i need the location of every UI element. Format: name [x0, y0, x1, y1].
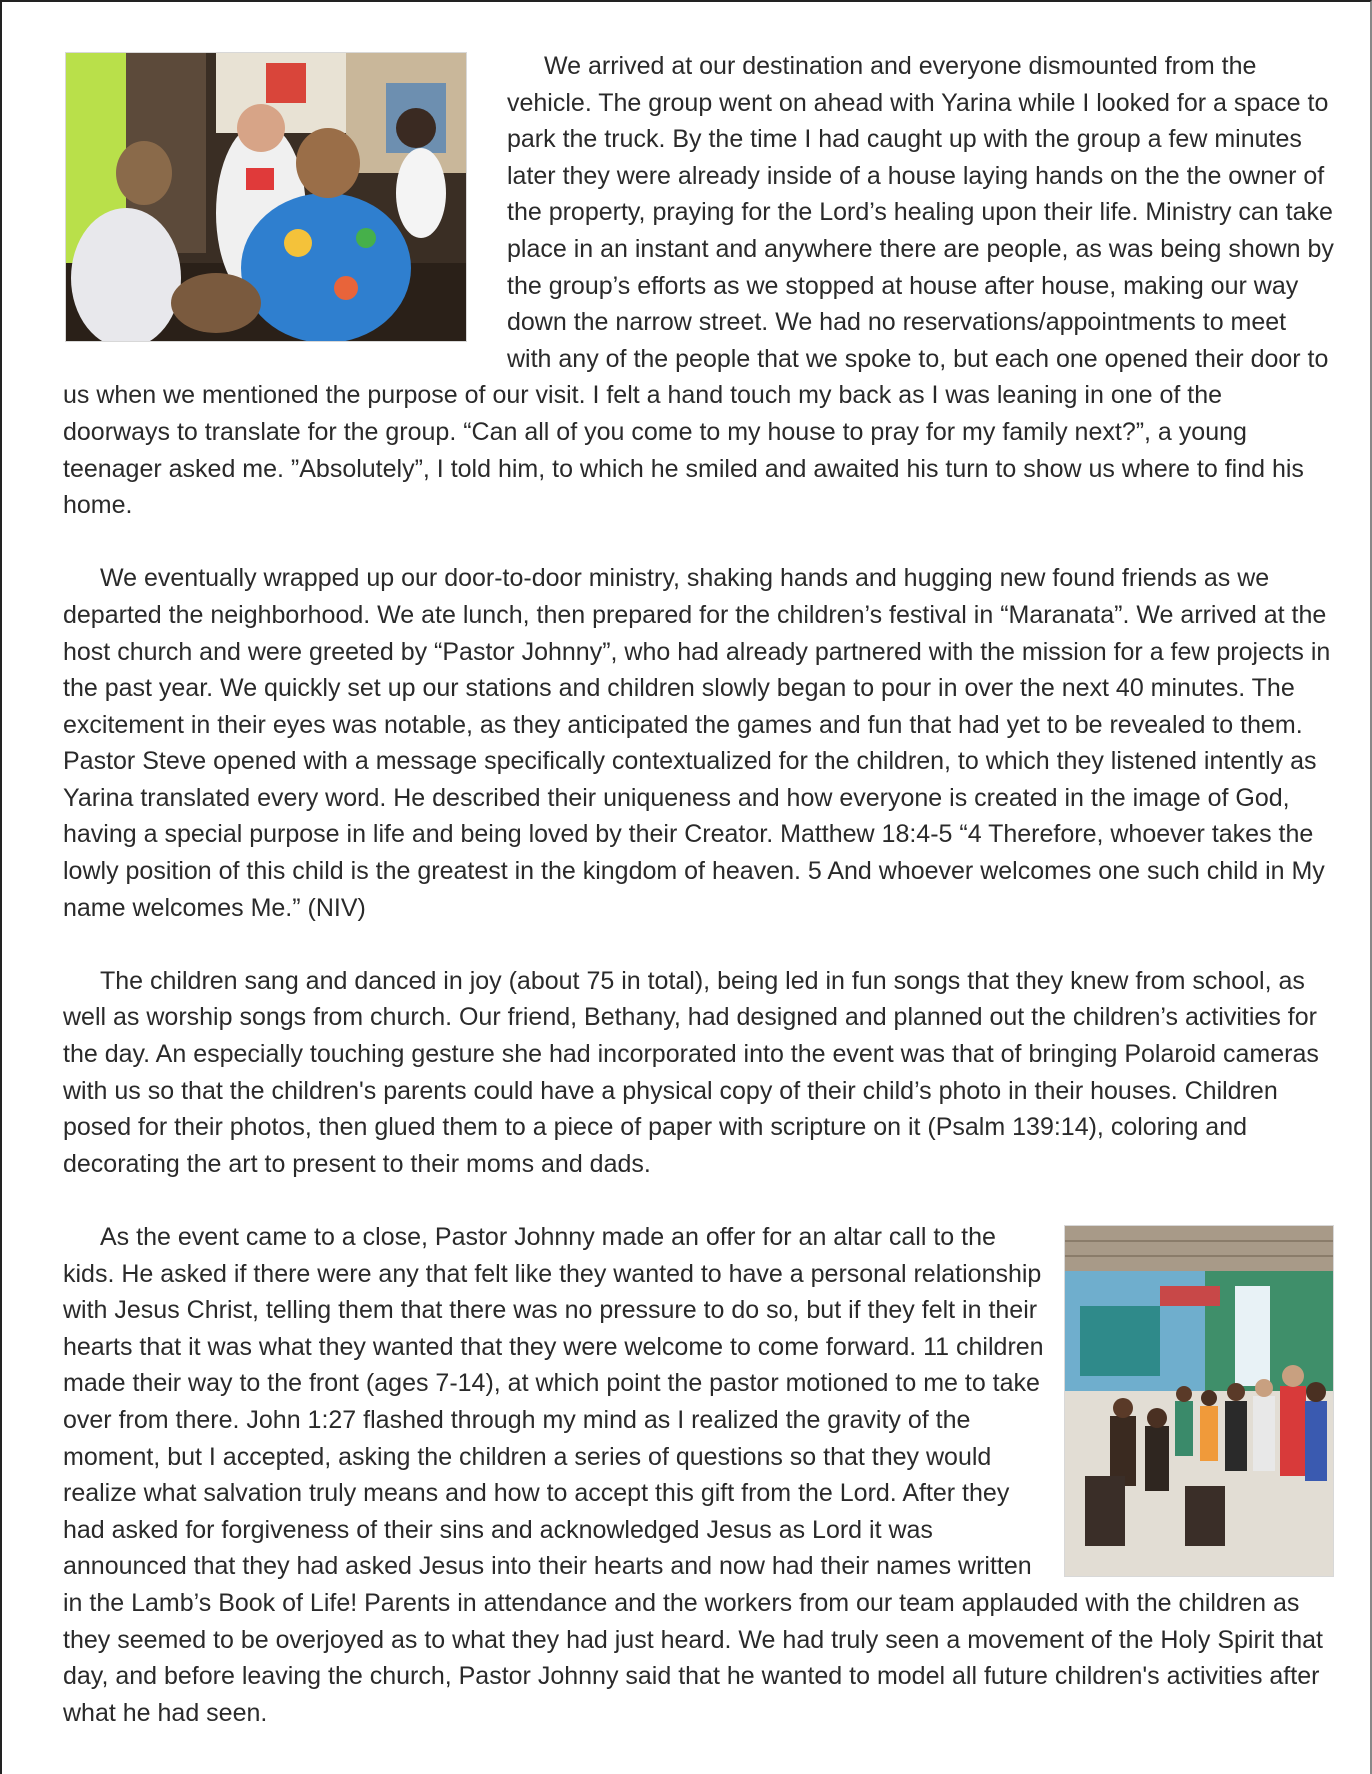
paragraph-3: The children sang and danced in joy (about 75 in total), being led in fun songs that they knew from school, as well as worship songs from church. Our friend, Bethany, had designed and planned out the children’s activities for the day. An especially touching gesture she had incorporated into the event was that of bringing Polaroid cameras with us so that the children's parents could have a physical copy of their child’s photo in their houses. Children posed for their photos, then glued them to a piece of paper with scripture on it (Psalm 139:14), coloring and decorating the art to present to their moms and dads. [63, 966, 1319, 1178]
children-festival-photo [1064, 1225, 1334, 1577]
article-body [63, 48, 1334, 1731]
children-festival-photo-icon [1065, 1226, 1333, 1576]
group-prayer-photo [65, 52, 467, 342]
paragraph-4 [63, 1219, 1334, 1731]
paragraph-2: We eventually wrapped up our door-to-door ministry, shaking hands and hugging new found friends as we departed the neighborhood. We ate lunch, then prepared for the children’s festival in “Maranata”. We arrived at the host church and were greeted by “Pastor Johnny”, who had already partnered with the mission for a few projects in the past year. We quickly set up our stations and children slowly began to pour in over the next 40 minutes. The excitement in their eyes was notable, as they anticipated the games and fun that had yet to be revealed to them. Pastor Steve opened with a message specifically contextualized for the children, to which they listened intently as Yarina translated every word. He described their uniqueness and how everyone is created in the image of God, having a special purpose in life and being loved by their Creator. Matthew 18:4-5 “4 Therefore, whoever takes the lowly position of this child is the greatest in the kingdom of heaven. 5 And whoever welcomes one such child in My name welcomes Me.” (NIV) [63, 564, 1331, 922]
group-prayer-photo-icon [66, 53, 466, 341]
paragraph-1: We arrived at our destination and everyone dismounted from the vehicle. The group went on ahead with Yarina while I looked for a space to park the truck. By the time I had caught up with the group a few minutes later they were already inside of a house laying hands on the the owner of the property, praying for the Lord’s healing upon their life. Ministry can take place in an instant and anywhere there are people, as was being shown by the group’s efforts as we stopped at house after house, making our way down the narrow street. We had no reservations/appointments to meet with any of the people that we spoke to, but each one opened their door to us when we mentioned the purpose of our visit. I felt a hand touch my back as I was leaning in one of the doorways to translate for the group. “Can all of you come to my house to pray for my family next?”, a young teenager asked me. ”Absolutely”, I told him, to which he smiled and awaited his turn to show us where to find his home. [63, 52, 1334, 520]
paragraph-4-text: As the event came to a close, Pastor Johnny made an offer for an altar call to the kids. He asked if there were any that felt like they wanted to have a personal relationship with Jesus Christ, telling them that there was no pressure to do so, but if they felt in their hearts that it was what they wanted that they were welcome to come forward. 11 children made their way to the front (ages 7-14), at which point the pastor motioned to me to take over from there. John 1:27 flashed through my mind as I realized the gravity of the moment, but I accepted, asking the children a series of questions so that they would realize what salvation truly means and how to accept this gift from the Lord. After they had asked for forgiveness of their sins and acknowledged Jesus as Lord it was announced that they had asked Jesus into their hearts and now had their names written in the Lamb’s Book of Life! Parents in attendance and the workers from our team applauded with the children as they seemed to be overjoyed as to what they had just heard. We had truly seen a movement of the Holy Spirit that day, and before leaving the church, Pastor Johnny said that he wanted to model all future children's activities after what he had seen. [63, 1223, 1323, 1727]
